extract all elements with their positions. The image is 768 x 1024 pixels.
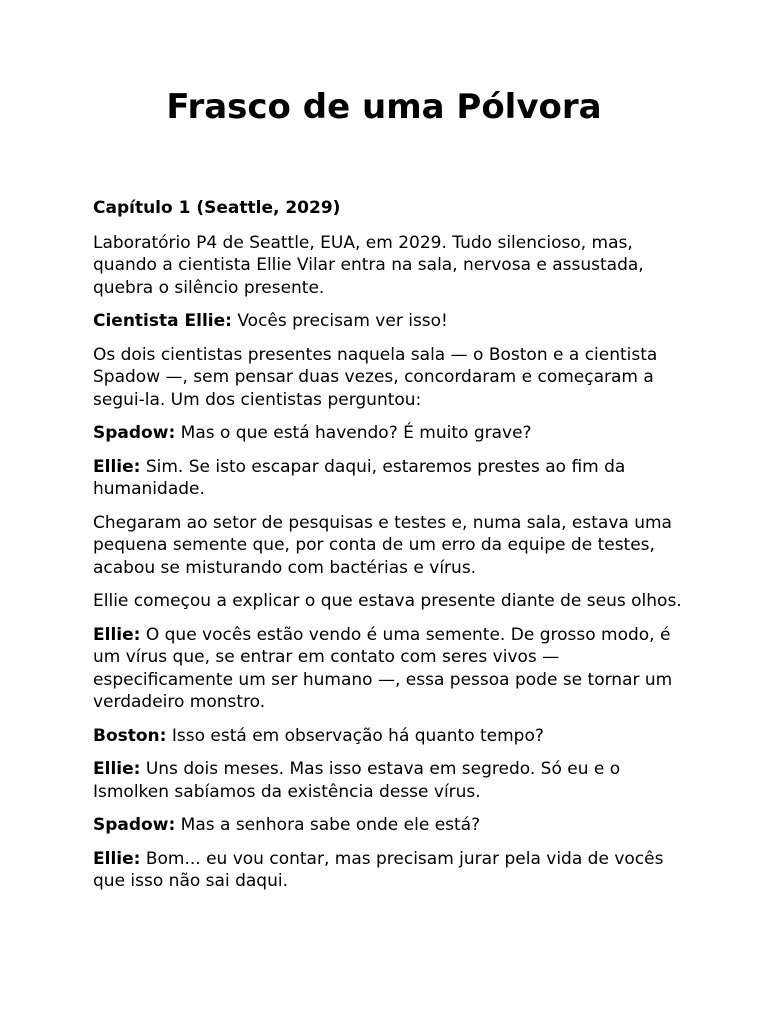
speaker-label: Spadow: bbox=[93, 815, 176, 835]
speaker-label: Spadow: bbox=[93, 423, 176, 443]
paragraph bbox=[93, 456, 683, 501]
paragraph bbox=[93, 512, 683, 580]
paragraph-text: Bom... eu vou contar, mas precisam jurar pela vida de vocês que isso não sai daqui. bbox=[93, 848, 664, 891]
speaker-label: Ellie: bbox=[93, 759, 141, 779]
paragraph bbox=[93, 590, 683, 613]
paragraph bbox=[93, 310, 683, 333]
paragraph-text: Ellie começou a explicar o que estava presente diante de seus olhos. bbox=[93, 591, 682, 611]
paragraph-text: Laboratório P4 de Seattle, EUA, em 2029. Tudo silencioso, mas, quando a cientista Ellie Vilar entra na sala, nervosa e assustada, quebra o silêncio presente. bbox=[93, 232, 644, 298]
document-title: Frasco de uma Pólvora bbox=[166, 87, 602, 127]
paragraph bbox=[93, 344, 683, 412]
paragraph-text: Sim. Se isto escapar daqui, estaremos prestes ao fim da humanidade. bbox=[93, 456, 626, 499]
paragraph-text: Chegaram ao setor de pesquisas e testes e, numa sala, estava uma pequena semente que, por conta de um erro da equipe de testes, acabou se misturando com bactérias e vírus. bbox=[93, 512, 672, 578]
speaker-label: Cientista Ellie: bbox=[93, 311, 232, 331]
paragraph-text: Uns dois meses. Mas isso estava em segredo. Só eu e o Ismolken sabíamos da existência desse vírus. bbox=[93, 759, 621, 802]
speaker-label: Ellie: bbox=[93, 456, 141, 477]
paragraph-text: Vocês precisam ver isso! bbox=[231, 311, 448, 331]
paragraph-text: Mas o que está havendo? É muito grave? bbox=[175, 423, 532, 443]
paragraph bbox=[93, 624, 683, 714]
paragraph-text: Os dois cientistas presentes naquela sala — o Boston e a cientista Spadow —, sem pensar duas vezes, concordaram e começaram a segui-la. Um dos cientistas perguntou: bbox=[93, 344, 658, 410]
paragraph bbox=[93, 422, 683, 445]
paragraph-text: Isso está em observação há quanto tempo? bbox=[166, 725, 544, 746]
paragraph bbox=[93, 758, 683, 803]
document-body bbox=[93, 197, 683, 904]
paragraph-text: O que vocês estão vendo é uma semente. De grosso modo, é um vírus que, se entrar em contato com seres vivos — especificamente um ser humano —, essa pessoa pode se tornar um verdadeiro monstro. bbox=[93, 624, 673, 712]
speaker-label: Ellie: bbox=[93, 624, 141, 645]
paragraph bbox=[93, 232, 683, 300]
chapter-heading: Capítulo 1 (Seattle, 2029) bbox=[93, 198, 341, 218]
speaker-label: Boston: bbox=[93, 725, 167, 746]
paragraph bbox=[93, 814, 683, 837]
paragraph bbox=[93, 725, 683, 748]
paragraph bbox=[93, 848, 683, 893]
paragraph-text: Mas a senhora sabe onde ele está? bbox=[175, 815, 481, 835]
speaker-label: Ellie: bbox=[93, 848, 141, 869]
